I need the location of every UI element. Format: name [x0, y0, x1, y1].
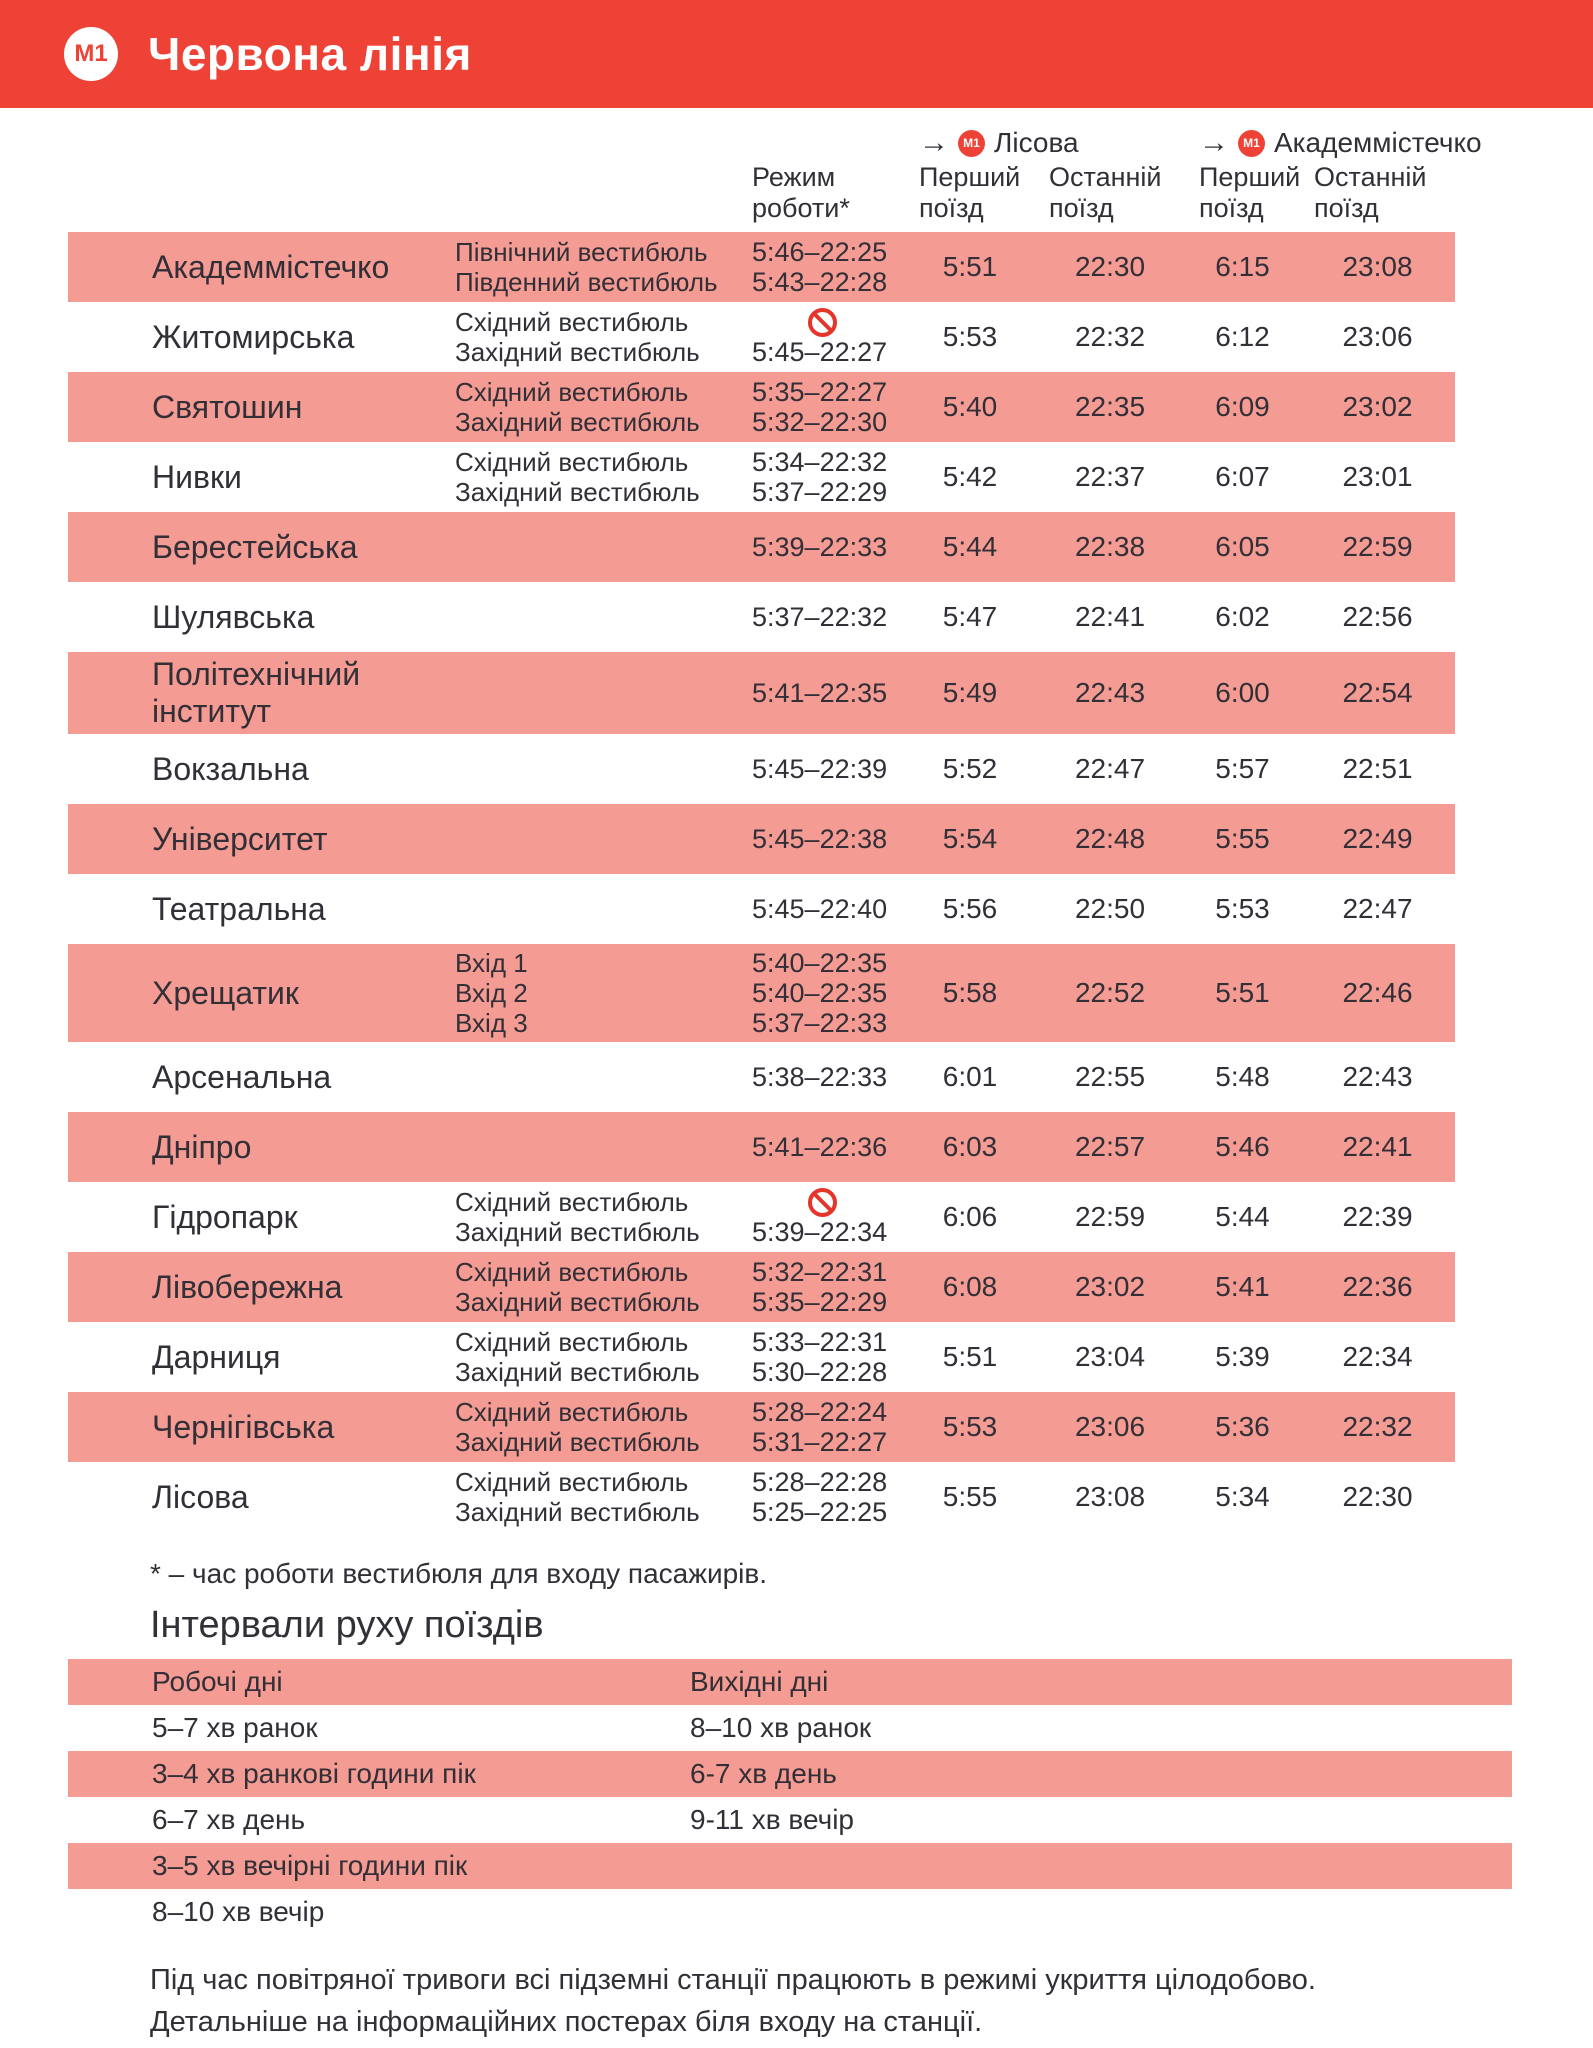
entrance-label: Східний вестибюль — [455, 1466, 689, 1497]
no-entry-icon — [808, 308, 837, 337]
entrance-label: Західний вестибюль — [455, 476, 700, 507]
last-train-time: 22:41 — [1074, 601, 1146, 632]
mode-header-line: Режим — [752, 162, 836, 192]
last-train-time: 22:43 — [1074, 677, 1146, 708]
station-name: Берестейська — [152, 528, 358, 565]
first-train-time: 6:05 — [1215, 531, 1270, 562]
weekday-interval: 3–5 хв вечірні години пік — [152, 1850, 468, 1881]
station-name: Святошин — [152, 388, 303, 425]
first-train-time: 6:03 — [942, 1131, 998, 1162]
interval-row — [68, 1889, 1512, 1935]
entrance-label: Західний вестибюль — [455, 1356, 700, 1387]
last-train-time: 22:35 — [1074, 391, 1146, 422]
first-train-time: 5:53 — [942, 1411, 998, 1442]
station-row — [68, 372, 1455, 442]
entrance-hours: 5:45–22:27 — [752, 336, 888, 367]
operating-hours: 5:39–22:33 — [752, 531, 888, 562]
entrance-hours: 5:32–22:31 — [752, 1256, 888, 1287]
entrance-labels — [455, 377, 740, 437]
last-train-time: 22:37 — [1074, 461, 1146, 492]
first-train-time: 6:07 — [1215, 461, 1270, 492]
entrance-hours: 5:35–22:27 — [752, 376, 888, 407]
first-train-time: 5:47 — [942, 601, 998, 632]
station-row — [68, 1392, 1455, 1462]
entrance-label: Південний вестибюль — [455, 266, 718, 297]
operating-hours: 5:37–22:32 — [752, 601, 888, 632]
direction-name: Академмістечко — [1274, 127, 1482, 158]
last-train-time: 23:02 — [1342, 391, 1413, 422]
first-train-time: 5:41 — [1215, 1271, 1270, 1302]
operating-hours-cell — [740, 1467, 905, 1527]
header-line: поїзд — [1314, 193, 1379, 223]
last-train-time: 22:59 — [1342, 531, 1413, 562]
entrance-labels — [455, 1467, 740, 1527]
station-row — [68, 582, 1455, 652]
entrance-hours: 5:40–22:35 — [752, 947, 888, 978]
operating-hours-cell — [740, 602, 905, 632]
last-train-time: 22:41 — [1342, 1131, 1413, 1162]
last-train-time: 23:08 — [1074, 1481, 1146, 1512]
mode-column-header — [740, 162, 905, 224]
header-line: Перший — [1199, 162, 1301, 192]
direction-name: Лісова — [994, 127, 1079, 158]
station-name: Гідропарк — [152, 1198, 298, 1235]
last-train-time: 22:32 — [1342, 1411, 1413, 1442]
last-train-time: 23:01 — [1342, 461, 1413, 492]
first-train-time: 5:51 — [1215, 977, 1270, 1008]
last-train-time: 22:38 — [1074, 531, 1146, 562]
last-train-time: 22:57 — [1074, 1131, 1146, 1162]
entrance-label: Східний вестибюль — [455, 376, 689, 407]
entrance-label: Східний вестибюль — [455, 446, 689, 477]
entrance-hours: 5:30–22:28 — [752, 1356, 888, 1387]
last-train-time: 22:50 — [1074, 893, 1146, 924]
last-train-time: 22:46 — [1342, 977, 1413, 1008]
station-name: Шулявська — [152, 598, 315, 635]
entrance-labels — [455, 1397, 740, 1457]
entrance-hours: 5:39–22:34 — [752, 1216, 888, 1247]
station-name: Вокзальна — [152, 750, 309, 787]
station-name: Арсенальна — [152, 1058, 332, 1095]
entrance-label: Західний вестибюль — [455, 1286, 700, 1317]
entrance-labels — [455, 447, 740, 507]
operating-hours-cell — [740, 948, 905, 1038]
weekday-interval: 6–7 хв день — [152, 1804, 306, 1835]
entrance-label: Західний вестибюль — [455, 406, 700, 437]
mode-header-line: роботи* — [752, 193, 850, 223]
direction-lisova — [905, 127, 1185, 159]
operating-hours-cell — [740, 237, 905, 297]
footnote: * – час роботи вестибюля для входу пасажирів. — [150, 1558, 768, 1589]
last-train-time: 23:06 — [1074, 1411, 1146, 1442]
m1-badge-icon: M1 — [1238, 130, 1265, 157]
station-row — [68, 1112, 1455, 1182]
entrance-hours: 5:43–22:28 — [752, 266, 888, 297]
operating-hours-cell — [740, 447, 905, 507]
station-row — [68, 874, 1455, 944]
station-row — [68, 1252, 1455, 1322]
last-train-time: 22:34 — [1342, 1341, 1413, 1372]
station-name: Лісова — [152, 1478, 249, 1515]
entrance-labels — [455, 948, 740, 1038]
first-train-time: 5:42 — [942, 461, 998, 492]
station-name: Нивки — [152, 458, 242, 495]
operating-hours: 5:41–22:36 — [752, 1131, 888, 1162]
arrow-right-icon: → — [919, 126, 949, 159]
entrance-label: Східний вестибюль — [455, 1256, 689, 1287]
station-row — [68, 1042, 1455, 1112]
last-train-time: 22:47 — [1074, 753, 1146, 784]
last-train-time: 22:56 — [1342, 601, 1413, 632]
first-train-time: 5:56 — [942, 893, 998, 924]
first-train-time: 6:09 — [1215, 391, 1270, 422]
header-line: Перший — [919, 162, 1021, 192]
no-entry-icon — [808, 1188, 837, 1217]
entrance-hours: 5:40–22:35 — [752, 977, 888, 1008]
station-row — [68, 1322, 1455, 1392]
entrance-hours: 5:37–22:29 — [752, 476, 888, 507]
weekday-interval: 8–10 хв вечір — [152, 1896, 325, 1927]
first-train-time: 5:48 — [1215, 1061, 1270, 1092]
operating-hours: 5:45–22:38 — [752, 823, 888, 854]
operating-hours: 5:38–22:33 — [752, 1061, 888, 1092]
station-row — [68, 652, 1455, 734]
last-train-time: 23:08 — [1342, 251, 1413, 282]
entrance-label: Східний вестибюль — [455, 306, 689, 337]
stations-table — [68, 232, 1455, 1532]
last-train-time: 22:52 — [1074, 977, 1146, 1008]
entrance-label: Вхід 3 — [455, 1007, 528, 1038]
last-train-time: 22:47 — [1342, 893, 1413, 924]
station-row — [68, 804, 1455, 874]
station-row — [68, 734, 1455, 804]
entrance-hours: 5:25–22:25 — [752, 1496, 888, 1527]
first-train-time: 5:55 — [942, 1481, 998, 1512]
entrance-label: Західний вестибюль — [455, 1496, 700, 1527]
page-title: Червона лінія — [148, 28, 472, 80]
station-name: Театральна — [152, 890, 326, 927]
note-line: Детальніше на інформаційних постерах біля входу на станції. — [150, 2006, 983, 2038]
first-train-time: 5:46 — [1215, 1131, 1270, 1162]
note-line: Під час повітряної тривоги всі підземні станції працюють в режимі укриття цілодобово. — [150, 1964, 1316, 1996]
last-train-time: 23:06 — [1342, 321, 1413, 352]
entrance-hours: 5:32–22:30 — [752, 406, 888, 437]
last-train-time: 22:51 — [1342, 753, 1413, 784]
station-row — [68, 442, 1455, 512]
entrance-hours: 5:35–22:29 — [752, 1286, 888, 1317]
station-row — [68, 512, 1455, 582]
entrance-label: Вхід 1 — [455, 947, 528, 978]
entrance-label: Східний вестибюль — [455, 1326, 689, 1357]
operating-hours-cell — [740, 678, 905, 708]
last-train-time: 22:43 — [1342, 1061, 1413, 1092]
first-train-time: 5:55 — [1215, 823, 1270, 854]
operating-hours-cell — [740, 1327, 905, 1387]
header-line: поїзд — [1049, 193, 1114, 223]
header-line: Останній — [1314, 162, 1427, 192]
operating-hours: 5:45–22:40 — [752, 893, 888, 924]
last-train-time: 22:39 — [1342, 1201, 1413, 1232]
last-train-column-header — [1035, 162, 1185, 224]
first-train-time: 5:52 — [942, 753, 998, 784]
direction-akademmistechko — [1185, 126, 1482, 159]
operating-hours-cell — [740, 1257, 905, 1317]
first-train-time: 5:53 — [1215, 893, 1270, 924]
entrance-hours: 5:37–22:33 — [752, 1007, 888, 1038]
entrance-label: Західний вестибюль — [455, 1216, 700, 1247]
interval-row — [68, 1797, 1512, 1843]
interval-row — [68, 1751, 1512, 1797]
first-train-time: 6:12 — [1215, 321, 1270, 352]
last-train-time: 22:59 — [1074, 1201, 1146, 1232]
interval-row — [68, 1843, 1512, 1889]
operating-hours: 5:41–22:35 — [752, 677, 888, 708]
station-name: Хрещатик — [152, 974, 299, 1011]
weekend-column-header: Вихідні дні — [690, 1666, 829, 1697]
operating-hours-cell — [740, 754, 905, 784]
header-line: поїзд — [1199, 193, 1264, 223]
entrance-label: Східний вестибюль — [455, 1396, 689, 1427]
entrance-hours: 5:28–22:24 — [752, 1396, 888, 1427]
operating-hours: 5:45–22:39 — [752, 753, 888, 784]
first-train-time: 5:49 — [942, 677, 998, 708]
first-train-time: 5:57 — [1215, 753, 1270, 784]
interval-row — [68, 1705, 1512, 1751]
first-train-time: 5:54 — [942, 823, 998, 854]
entrance-labels — [455, 237, 740, 297]
first-train-time: 5:36 — [1215, 1411, 1270, 1442]
last-train-time: 22:32 — [1074, 321, 1146, 352]
m1-badge-icon: M1 — [958, 130, 985, 157]
weekday-interval: 5–7 хв ранок — [152, 1712, 318, 1743]
last-train-time: 22:55 — [1074, 1061, 1146, 1092]
first-train-time: 5:51 — [942, 1341, 998, 1372]
m1-line-badge-icon: M1 — [64, 27, 118, 81]
entrance-closed — [752, 1187, 892, 1217]
entrance-label: Західний вестибюль — [455, 1426, 700, 1457]
first-train-time: 6:02 — [1215, 601, 1270, 632]
weekday-interval: 3–4 хв ранкові години пік — [152, 1758, 476, 1789]
last-train-time: 22:30 — [1074, 251, 1146, 282]
first-train-time: 5:34 — [1215, 1481, 1270, 1512]
alert-notes — [150, 1959, 1593, 2043]
entrance-labels — [455, 1327, 740, 1387]
last-train-time: 23:02 — [1074, 1271, 1146, 1302]
first-train-time: 5:53 — [942, 321, 998, 352]
first-train-time: 6:06 — [942, 1201, 998, 1232]
entrance-labels — [455, 1257, 740, 1317]
first-train-time: 6:15 — [1215, 251, 1270, 282]
entrance-hours: 5:28–22:28 — [752, 1466, 888, 1497]
last-train-time: 22:48 — [1074, 823, 1146, 854]
station-name: Житомирська — [152, 318, 355, 355]
first-train-time: 6:08 — [942, 1271, 998, 1302]
station-row — [68, 1462, 1455, 1532]
first-train-time: 5:44 — [1215, 1201, 1270, 1232]
station-row — [68, 1182, 1455, 1252]
weekdays-column-header: Робочі дні — [152, 1666, 283, 1697]
entrance-label: Вхід 2 — [455, 977, 528, 1008]
intervals-table — [0, 1659, 1593, 1935]
first-train-column-header — [905, 162, 1035, 224]
operating-hours-cell — [740, 532, 905, 562]
operating-hours-cell — [740, 1132, 905, 1162]
first-train-time: 5:51 — [942, 251, 998, 282]
first-train-time: 6:01 — [942, 1061, 998, 1092]
station-name: Дніпро — [152, 1128, 252, 1165]
header-line: Останній — [1049, 162, 1162, 192]
entrance-label: Північний вестибюль — [455, 236, 708, 267]
header-line: поїзд — [919, 193, 984, 223]
entrance-closed — [752, 307, 892, 337]
entrance-hours: 5:46–22:25 — [752, 236, 888, 267]
last-train-time: 22:36 — [1342, 1271, 1413, 1302]
station-row — [68, 232, 1455, 302]
line-header — [0, 0, 1593, 108]
entrance-label: Східний вестибюль — [455, 1186, 689, 1217]
last-train-column-header — [1300, 162, 1455, 224]
first-train-column-header — [1185, 162, 1300, 224]
station-name: Дарниця — [152, 1338, 281, 1375]
last-train-time: 22:54 — [1342, 677, 1413, 708]
entrance-label: Західний вестибюль — [455, 336, 700, 367]
station-name: Університет — [152, 820, 328, 857]
station-name: Політехнічний інститут — [152, 656, 361, 729]
arrow-right-icon: → — [1199, 126, 1229, 159]
entrance-labels — [455, 1187, 740, 1247]
first-train-time: 5:40 — [942, 391, 998, 422]
last-train-time: 22:30 — [1342, 1481, 1413, 1512]
column-header-row — [68, 162, 1455, 224]
entrance-hours: 5:31–22:27 — [752, 1426, 888, 1457]
station-row — [68, 944, 1455, 1042]
station-name: Академмістечко — [152, 248, 390, 285]
station-name: Чернігівська — [152, 1408, 335, 1445]
direction-header-row — [68, 126, 1482, 160]
operating-hours-cell — [740, 1187, 905, 1247]
entrance-hours: 5:33–22:31 — [752, 1326, 888, 1357]
operating-hours-cell — [740, 377, 905, 437]
operating-hours-cell — [740, 1062, 905, 1092]
intervals-title: Інтервали руху поїздів — [150, 1604, 544, 1646]
first-train-time: 6:00 — [1215, 677, 1270, 708]
last-train-time: 22:49 — [1342, 823, 1413, 854]
entrance-labels — [455, 307, 740, 367]
first-train-time: 5:44 — [942, 531, 998, 562]
station-name: Лівобережна — [152, 1268, 343, 1305]
operating-hours-cell — [740, 824, 905, 854]
operating-hours-cell — [740, 894, 905, 924]
intervals-rows — [0, 1705, 1593, 1935]
weekend-interval: 8–10 хв ранок — [690, 1712, 872, 1743]
first-train-time: 5:58 — [942, 977, 998, 1008]
station-row — [68, 302, 1455, 372]
entrance-hours: 5:34–22:32 — [752, 446, 888, 477]
weekend-interval: 9-11 хв вечір — [690, 1804, 854, 1835]
operating-hours-cell — [740, 307, 905, 367]
weekend-interval: 6-7 хв день — [690, 1758, 837, 1789]
intervals-header-row — [68, 1659, 1512, 1705]
first-train-time: 5:39 — [1215, 1341, 1270, 1372]
operating-hours-cell — [740, 1397, 905, 1457]
last-train-time: 23:04 — [1074, 1341, 1146, 1372]
